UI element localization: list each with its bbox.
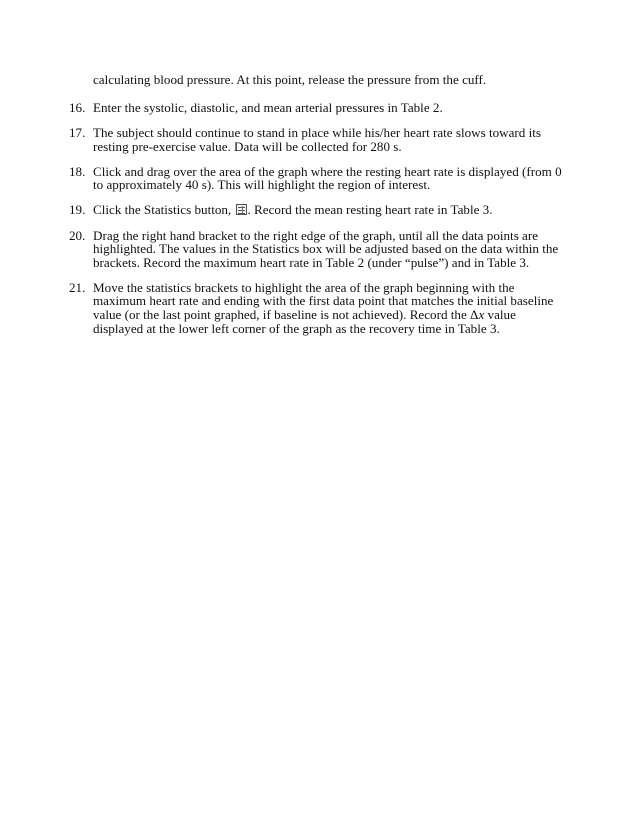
step-number: 19. [69,202,86,218]
step-text-italic-variable: x [478,307,485,323]
step-text [93,203,569,217]
step-text: Click and drag over the area of the graph where the resting heart rate is displayed (from 0 to approximately 40 s). This will highlight the region of interest. [93,163,562,193]
step-text: Drag the right hand bracket to the right edge of the graph, until all the data points are highlighted. The values in the Statistics box will be adjusted based on the data within the brackets. Record the maximum heart rate in Table 2 (under “pulse”) and in Table 3. [93,227,559,270]
step-text: Enter the systolic, diastolic, and mean arterial pressures in Table 2. [93,100,443,115]
step-21 [69,281,569,335]
step-text: The subject should continue to stand in place while his/her heart rate slows toward its resting pre-exercise value. Data will be collected for 280 s. [93,125,541,154]
step-number: 21. [69,279,86,295]
step-text-before-icon: Click the Statistics button, [93,202,232,218]
continuation-paragraph: calculating blood pressure. At this point, release the pressure from the cuff. [93,72,487,87]
step-16 [69,101,569,115]
step-text-part-1: Move the statistics brackets to highlight the area of the graph beginning with the maximum heart rate and ending with the first data point that matches the initial baseline value (or the last point graphed, if baseline is not achieved). Record the Δ [93,279,554,323]
step-19 [69,203,569,217]
step-text-after-icon: . Record the mean resting heart rate in Table 3. [247,202,493,218]
step-text-part-2: value displayed at the lower left corner of the graph as the recovery time in Table 3. [93,307,516,336]
step-number: 18. [69,163,86,179]
step-17 [69,126,569,153]
step-number: 16. [69,100,86,115]
step-20 [69,229,569,270]
statistics-button-icon [236,204,247,215]
procedure-step-list [69,101,569,347]
step-number: 17. [69,125,86,141]
step-text [93,281,569,335]
step-number: 20. [69,227,86,243]
step-18 [69,165,569,192]
